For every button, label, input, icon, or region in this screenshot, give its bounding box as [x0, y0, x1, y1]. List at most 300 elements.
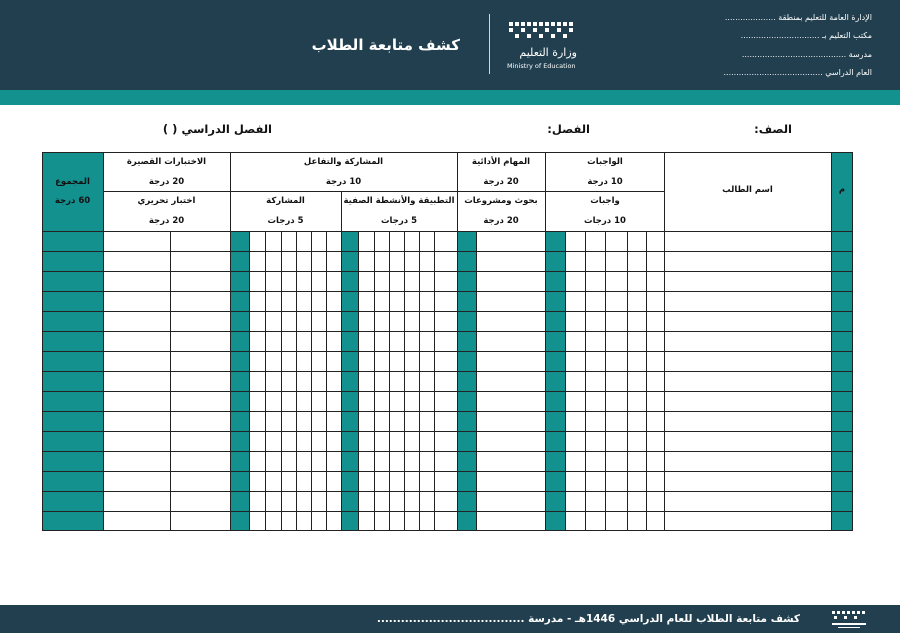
table-cell-r13-c4 — [627, 471, 646, 491]
table-cell-r15-c1 — [831, 511, 853, 531]
table-cell-r10-c17 — [341, 411, 358, 431]
quizzes-header: الاختبارات القصيرة — [126, 157, 207, 167]
table-cell-r5-c12 — [419, 311, 434, 331]
table-cell-r2-c24 — [230, 251, 249, 271]
table-cell-r13-c16 — [358, 471, 374, 491]
table-cell-r11-c20 — [296, 431, 311, 451]
class-activities-header: التطبيقة والأنشطة الصفية — [343, 196, 455, 206]
table-cell-r12-c17 — [341, 451, 358, 471]
table-cell-r3-c22 — [265, 271, 281, 291]
table-cell-r5-c13 — [404, 311, 419, 331]
table-cell-r9-c2 — [664, 391, 831, 411]
col-name-header: اسم الطالب — [722, 185, 773, 195]
table-cell-r6-c18 — [326, 331, 341, 351]
table-cell-r6-c20 — [296, 331, 311, 351]
table-cell-r4-c7 — [565, 291, 585, 311]
table-cell-r11-c16 — [358, 431, 374, 451]
table-cell-r14-c9 — [476, 491, 545, 511]
class-activities-score: 5 درجات — [381, 216, 417, 226]
table-cell-r12-c21 — [281, 451, 296, 471]
table-cell-r15-c16 — [358, 511, 374, 531]
table-cell-r1-c15 — [374, 231, 389, 251]
table-cell-r4-c12 — [419, 291, 434, 311]
table-cell-r12-c2 — [664, 451, 831, 471]
table-cell-r2-c15 — [374, 251, 389, 271]
table-cell-r5-c16 — [358, 311, 374, 331]
tasks-sub-header: بحوث ومشروعات — [464, 196, 538, 206]
table-cell-r13-c11 — [434, 471, 457, 491]
table-cell-r13-c2 — [664, 471, 831, 491]
table-cell-r5-c24 — [230, 311, 249, 331]
table-cell-r2-c23 — [249, 251, 265, 271]
footer-text: كشف متابعة الطلاب للعام الدراسي 1446هـ - مدرسة ..................................... — [376, 613, 800, 625]
table-cell-r2-c11 — [434, 251, 457, 271]
table-cell-r12-c25 — [170, 451, 230, 471]
table-cell-r1-c25 — [170, 231, 230, 251]
table-cell-r14-c12 — [419, 491, 434, 511]
table-cell-r10-c12 — [419, 411, 434, 431]
table-cell-r10-c13 — [404, 411, 419, 431]
table-cell-r8-c11 — [434, 371, 457, 391]
table-cell-r5-c27 — [42, 311, 103, 331]
table-cell-r5-c7 — [565, 311, 585, 331]
table-cell-r2-c14 — [389, 251, 404, 271]
table-cell-r11-c17 — [341, 431, 358, 451]
table-cell-r9-c13 — [404, 391, 419, 411]
table-cell-r10-c25 — [170, 411, 230, 431]
table-cell-r12-c8 — [545, 451, 565, 471]
table-cell-r6-c11 — [434, 331, 457, 351]
table-cell-r12-c4 — [627, 451, 646, 471]
table-cell-r15-c2 — [664, 511, 831, 531]
table-cell-r15-c9 — [476, 511, 545, 531]
table-cell-r2-c2 — [664, 251, 831, 271]
homework-header: الواجبات — [587, 157, 623, 167]
table-cell-r8-c14 — [389, 371, 404, 391]
homework-sub-score: 10 درجات — [584, 216, 626, 226]
table-cell-r8-c7 — [565, 371, 585, 391]
table-cell-r14-c22 — [265, 491, 281, 511]
table-cell-r13-c13 — [404, 471, 419, 491]
table-cell-r8-c3 — [646, 371, 664, 391]
table-cell-r6-c3 — [646, 331, 664, 351]
table-cell-r7-c11 — [434, 351, 457, 371]
table-cell-r12-c19 — [311, 451, 326, 471]
table-cell-r9-c12 — [419, 391, 434, 411]
table-cell-r3-c27 — [42, 271, 103, 291]
table-cell-r4-c13 — [404, 291, 419, 311]
table-cell-r9-c8 — [545, 391, 565, 411]
table-cell-r8-c20 — [296, 371, 311, 391]
table-cell-r4-c6 — [585, 291, 605, 311]
table-cell-r8-c13 — [404, 371, 419, 391]
table-cell-r11-c18 — [326, 431, 341, 451]
table-cell-r15-c10 — [457, 511, 476, 531]
table-cell-r4-c9 — [476, 291, 545, 311]
table-cell-r14-c24 — [230, 491, 249, 511]
table-cell-r9-c22 — [265, 391, 281, 411]
table-cell-r14-c25 — [170, 491, 230, 511]
table-cell-r6-c17 — [341, 331, 358, 351]
table-cell-r5-c3 — [646, 311, 664, 331]
table-cell-r7-c23 — [249, 351, 265, 371]
table-cell-r6-c6 — [585, 331, 605, 351]
table-cell-r10-c19 — [311, 411, 326, 431]
table-cell-r7-c13 — [404, 351, 419, 371]
table-cell-r15-c24 — [230, 511, 249, 531]
table-cell-r2-c3 — [646, 251, 664, 271]
table-cell-r5-c18 — [326, 311, 341, 331]
table-cell-r1-c24 — [230, 231, 249, 251]
table-cell-r10-c22 — [265, 411, 281, 431]
table-cell-r7-c24 — [230, 351, 249, 371]
table-cell-r4-c10 — [457, 291, 476, 311]
table-cell-r1-c4 — [627, 231, 646, 251]
table-cell-r9-c1 — [831, 391, 853, 411]
table-cell-r12-c23 — [249, 451, 265, 471]
table-cell-r8-c19 — [311, 371, 326, 391]
table-cell-r10-c10 — [457, 411, 476, 431]
table-cell-r6-c10 — [457, 331, 476, 351]
table-cell-r5-c9 — [476, 311, 545, 331]
table-cell-r6-c8 — [545, 331, 565, 351]
written-test-score: 20 درجة — [148, 216, 185, 226]
tasks-score: 20 درجة — [483, 177, 519, 187]
table-cell-r13-c25 — [170, 471, 230, 491]
year-line: العام الدراسي ....................................... — [723, 68, 872, 77]
table-cell-r14-c6 — [585, 491, 605, 511]
table-cell-r15-c25 — [170, 511, 230, 531]
table-cell-r8-c1 — [831, 371, 853, 391]
table-cell-r4-c15 — [374, 291, 389, 311]
table-cell-r3-c11 — [434, 271, 457, 291]
table-cell-r3-c19 — [311, 271, 326, 291]
table-cell-r1-c21 — [281, 231, 296, 251]
table-cell-r8-c16 — [358, 371, 374, 391]
table-cell-r15-c17 — [341, 511, 358, 531]
table-cell-r3-c5 — [605, 271, 627, 291]
table-cell-r10-c4 — [627, 411, 646, 431]
table-cell-r9-c4 — [627, 391, 646, 411]
table-cell-r7-c4 — [627, 351, 646, 371]
table-cell-r6-c4 — [627, 331, 646, 351]
table-cell-r15-c20 — [296, 511, 311, 531]
homework-sub-header: واجبات — [590, 196, 620, 206]
table-cell-r2-c12 — [419, 251, 434, 271]
table-cell-r11-c6 — [585, 431, 605, 451]
table-cell-r14-c19 — [311, 491, 326, 511]
table-cell-r5-c4 — [627, 311, 646, 331]
table-cell-r14-c5 — [605, 491, 627, 511]
table-cell-r1-c14 — [389, 231, 404, 251]
total-header: المجموع — [55, 177, 90, 187]
participation-sub-score: 5 درجات — [267, 216, 304, 226]
table-cell-r2-c10 — [457, 251, 476, 271]
table-cell-r7-c16 — [358, 351, 374, 371]
table-cell-r2-c25 — [170, 251, 230, 271]
table-cell-r9-c20 — [296, 391, 311, 411]
table-cell-r4-c5 — [605, 291, 627, 311]
table-cell-r7-c20 — [296, 351, 311, 371]
table-cell-r2-c18 — [326, 251, 341, 271]
table-cell-r7-c19 — [311, 351, 326, 371]
table-cell-r12-c3 — [646, 451, 664, 471]
table-cell-r6-c14 — [389, 331, 404, 351]
table-cell-r7-c9 — [476, 351, 545, 371]
table-cell-r7-c14 — [389, 351, 404, 371]
table-cell-r5-c23 — [249, 311, 265, 331]
table-cell-r10-c23 — [249, 411, 265, 431]
table-cell-r1-c7 — [565, 231, 585, 251]
table-cell-r1-c27 — [42, 231, 103, 251]
table-cell-r1-c9 — [476, 231, 545, 251]
table-cell-r1-c3 — [646, 231, 664, 251]
ministry-logo-icon — [505, 20, 577, 42]
table-cell-r12-c10 — [457, 451, 476, 471]
table-cell-r5-c25 — [170, 311, 230, 331]
table-cell-r2-c13 — [404, 251, 419, 271]
table-cell-r8-c17 — [341, 371, 358, 391]
table-cell-r6-c7 — [565, 331, 585, 351]
table-cell-r13-c12 — [419, 471, 434, 491]
table-cell-r4-c24 — [230, 291, 249, 311]
table-cell-r1-c11 — [434, 231, 457, 251]
table-cell-r5-c8 — [545, 311, 565, 331]
table-cell-r3-c17 — [341, 271, 358, 291]
table-cell-r10-c2 — [664, 411, 831, 431]
table-cell-r10-c8 — [545, 411, 565, 431]
table-cell-r3-c13 — [404, 271, 419, 291]
table-cell-r6-c27 — [42, 331, 103, 351]
table-cell-r1-c10 — [457, 231, 476, 251]
table-cell-r5-c15 — [374, 311, 389, 331]
table-cell-r14-c13 — [404, 491, 419, 511]
table-cell-r13-c14 — [389, 471, 404, 491]
table-cell-r7-c6 — [585, 351, 605, 371]
teal-band — [0, 90, 900, 105]
table-cell-r15-c4 — [627, 511, 646, 531]
tasks-header: المهام الأدائية — [471, 157, 531, 167]
table-cell-r7-c26 — [103, 351, 170, 371]
table-cell-r6-c25 — [170, 331, 230, 351]
table-cell-r6-c24 — [230, 331, 249, 351]
table-cell-r10-c27 — [42, 411, 103, 431]
table-cell-r13-c27 — [42, 471, 103, 491]
header-cell-total — [42, 152, 103, 231]
table-cell-r1-c13 — [404, 231, 419, 251]
table-cell-r14-c11 — [434, 491, 457, 511]
table-cell-r1-c16 — [358, 231, 374, 251]
participation-score: 10 درجة — [325, 177, 362, 187]
table-cell-r8-c4 — [627, 371, 646, 391]
table-cell-r12-c6 — [585, 451, 605, 471]
table-cell-r4-c1 — [831, 291, 853, 311]
table-cell-r7-c25 — [170, 351, 230, 371]
table-cell-r2-c8 — [545, 251, 565, 271]
table-cell-r4-c4 — [627, 291, 646, 311]
table-cell-r7-c18 — [326, 351, 341, 371]
table-cell-r4-c23 — [249, 291, 265, 311]
table-cell-r14-c14 — [389, 491, 404, 511]
ministry-logo-english: Ministry of Education — [507, 62, 576, 70]
table-cell-r8-c22 — [265, 371, 281, 391]
table-cell-r13-c18 — [326, 471, 341, 491]
table-cell-r4-c27 — [42, 291, 103, 311]
table-cell-r2-c19 — [311, 251, 326, 271]
table-cell-r1-c5 — [605, 231, 627, 251]
table-cell-r13-c23 — [249, 471, 265, 491]
table-cell-r10-c20 — [296, 411, 311, 431]
table-cell-r11-c15 — [374, 431, 389, 451]
table-cell-r6-c19 — [311, 331, 326, 351]
table-cell-r9-c10 — [457, 391, 476, 411]
page-footer — [0, 605, 900, 633]
table-cell-r14-c23 — [249, 491, 265, 511]
table-cell-r11-c12 — [419, 431, 434, 451]
class-label: الفصل: — [547, 122, 590, 136]
table-cell-r8-c23 — [249, 371, 265, 391]
table-cell-r7-c10 — [457, 351, 476, 371]
table-cell-r11-c10 — [457, 431, 476, 451]
table-cell-r11-c23 — [249, 431, 265, 451]
table-cell-r15-c12 — [419, 511, 434, 531]
table-cell-r5-c22 — [265, 311, 281, 331]
table-cell-r11-c2 — [664, 431, 831, 451]
table-cell-r12-c27 — [42, 451, 103, 471]
table-cell-r13-c5 — [605, 471, 627, 491]
table-cell-r3-c23 — [249, 271, 265, 291]
ministry-logo-arabic: وزارة التعليم — [519, 46, 577, 59]
table-cell-r5-c1 — [831, 311, 853, 331]
table-cell-r11-c4 — [627, 431, 646, 451]
table-cell-r13-c22 — [265, 471, 281, 491]
table-cell-r11-c19 — [311, 431, 326, 451]
table-cell-r4-c2 — [664, 291, 831, 311]
table-cell-r9-c23 — [249, 391, 265, 411]
table-cell-r7-c27 — [42, 351, 103, 371]
table-cell-r12-c26 — [103, 451, 170, 471]
table-cell-r12-c15 — [374, 451, 389, 471]
table-cell-r7-c2 — [664, 351, 831, 371]
table-cell-r2-c17 — [341, 251, 358, 271]
table-cell-r10-c6 — [585, 411, 605, 431]
table-cell-r11-c14 — [389, 431, 404, 451]
table-cell-r14-c17 — [341, 491, 358, 511]
table-cell-r11-c27 — [42, 431, 103, 451]
grade-label: الصف: — [754, 122, 792, 136]
table-cell-r12-c12 — [419, 451, 434, 471]
col-num-header: م — [838, 185, 846, 195]
table-cell-r8-c5 — [605, 371, 627, 391]
table-cell-r11-c11 — [434, 431, 457, 451]
table-cell-r11-c3 — [646, 431, 664, 451]
page-title: كشف متابعة الطلاب — [311, 36, 460, 54]
table-cell-r6-c1 — [831, 331, 853, 351]
table-cell-r10-c14 — [389, 411, 404, 431]
table-cell-r10-c11 — [434, 411, 457, 431]
table-cell-r9-c17 — [341, 391, 358, 411]
table-cell-r7-c8 — [545, 351, 565, 371]
table-cell-r15-c8 — [545, 511, 565, 531]
table-cell-r2-c27 — [42, 251, 103, 271]
table-cell-r4-c21 — [281, 291, 296, 311]
total-score: 60 درجة — [54, 196, 91, 206]
table-cell-r15-c21 — [281, 511, 296, 531]
table-cell-r9-c14 — [389, 391, 404, 411]
table-cell-r2-c7 — [565, 251, 585, 271]
table-cell-r7-c5 — [605, 351, 627, 371]
table-cell-r2-c26 — [103, 251, 170, 271]
table-cell-r10-c15 — [374, 411, 389, 431]
table-cell-r12-c13 — [404, 451, 419, 471]
table-cell-r11-c7 — [565, 431, 585, 451]
table-cell-r8-c25 — [170, 371, 230, 391]
table-cell-r10-c5 — [605, 411, 627, 431]
table-cell-r3-c10 — [457, 271, 476, 291]
table-cell-r14-c1 — [831, 491, 853, 511]
table-cell-r15-c6 — [585, 511, 605, 531]
table-cell-r13-c3 — [646, 471, 664, 491]
table-cell-r9-c21 — [281, 391, 296, 411]
table-cell-r1-c2 — [664, 231, 831, 251]
table-cell-r4-c17 — [341, 291, 358, 311]
table-cell-r6-c26 — [103, 331, 170, 351]
table-cell-r5-c14 — [389, 311, 404, 331]
table-cell-r6-c12 — [419, 331, 434, 351]
table-cell-r14-c21 — [281, 491, 296, 511]
table-cell-r9-c24 — [230, 391, 249, 411]
table-cell-r7-c22 — [265, 351, 281, 371]
table-cell-r9-c3 — [646, 391, 664, 411]
table-cell-r6-c23 — [249, 331, 265, 351]
table-cell-r14-c10 — [457, 491, 476, 511]
table-cell-r3-c20 — [296, 271, 311, 291]
table-cell-r14-c7 — [565, 491, 585, 511]
table-cell-r5-c6 — [585, 311, 605, 331]
table-cell-r4-c26 — [103, 291, 170, 311]
table-cell-r3-c7 — [565, 271, 585, 291]
table-cell-r2-c20 — [296, 251, 311, 271]
header-divider — [489, 14, 490, 74]
table-cell-r4-c18 — [326, 291, 341, 311]
table-cell-r1-c17 — [341, 231, 358, 251]
table-cell-r9-c15 — [374, 391, 389, 411]
table-cell-r10-c24 — [230, 411, 249, 431]
table-cell-r13-c17 — [341, 471, 358, 491]
table-cell-r6-c22 — [265, 331, 281, 351]
table-cell-r1-c22 — [265, 231, 281, 251]
table-cell-r11-c8 — [545, 431, 565, 451]
table-cell-r15-c5 — [605, 511, 627, 531]
table-cell-r14-c4 — [627, 491, 646, 511]
table-cell-r9-c18 — [326, 391, 341, 411]
table-cell-r6-c5 — [605, 331, 627, 351]
table-cell-r4-c25 — [170, 291, 230, 311]
table-cell-r1-c18 — [326, 231, 341, 251]
table-cell-r9-c6 — [585, 391, 605, 411]
table-cell-r12-c7 — [565, 451, 585, 471]
table-cell-r7-c17 — [341, 351, 358, 371]
table-cell-r13-c26 — [103, 471, 170, 491]
school-line: مدرسة ......................................... — [741, 50, 872, 59]
table-cell-r7-c3 — [646, 351, 664, 371]
table-cell-r15-c15 — [374, 511, 389, 531]
table-cell-r4-c8 — [545, 291, 565, 311]
table-cell-r12-c20 — [296, 451, 311, 471]
table-cell-r14-c27 — [42, 491, 103, 511]
table-cell-r8-c21 — [281, 371, 296, 391]
table-cell-r2-c5 — [605, 251, 627, 271]
